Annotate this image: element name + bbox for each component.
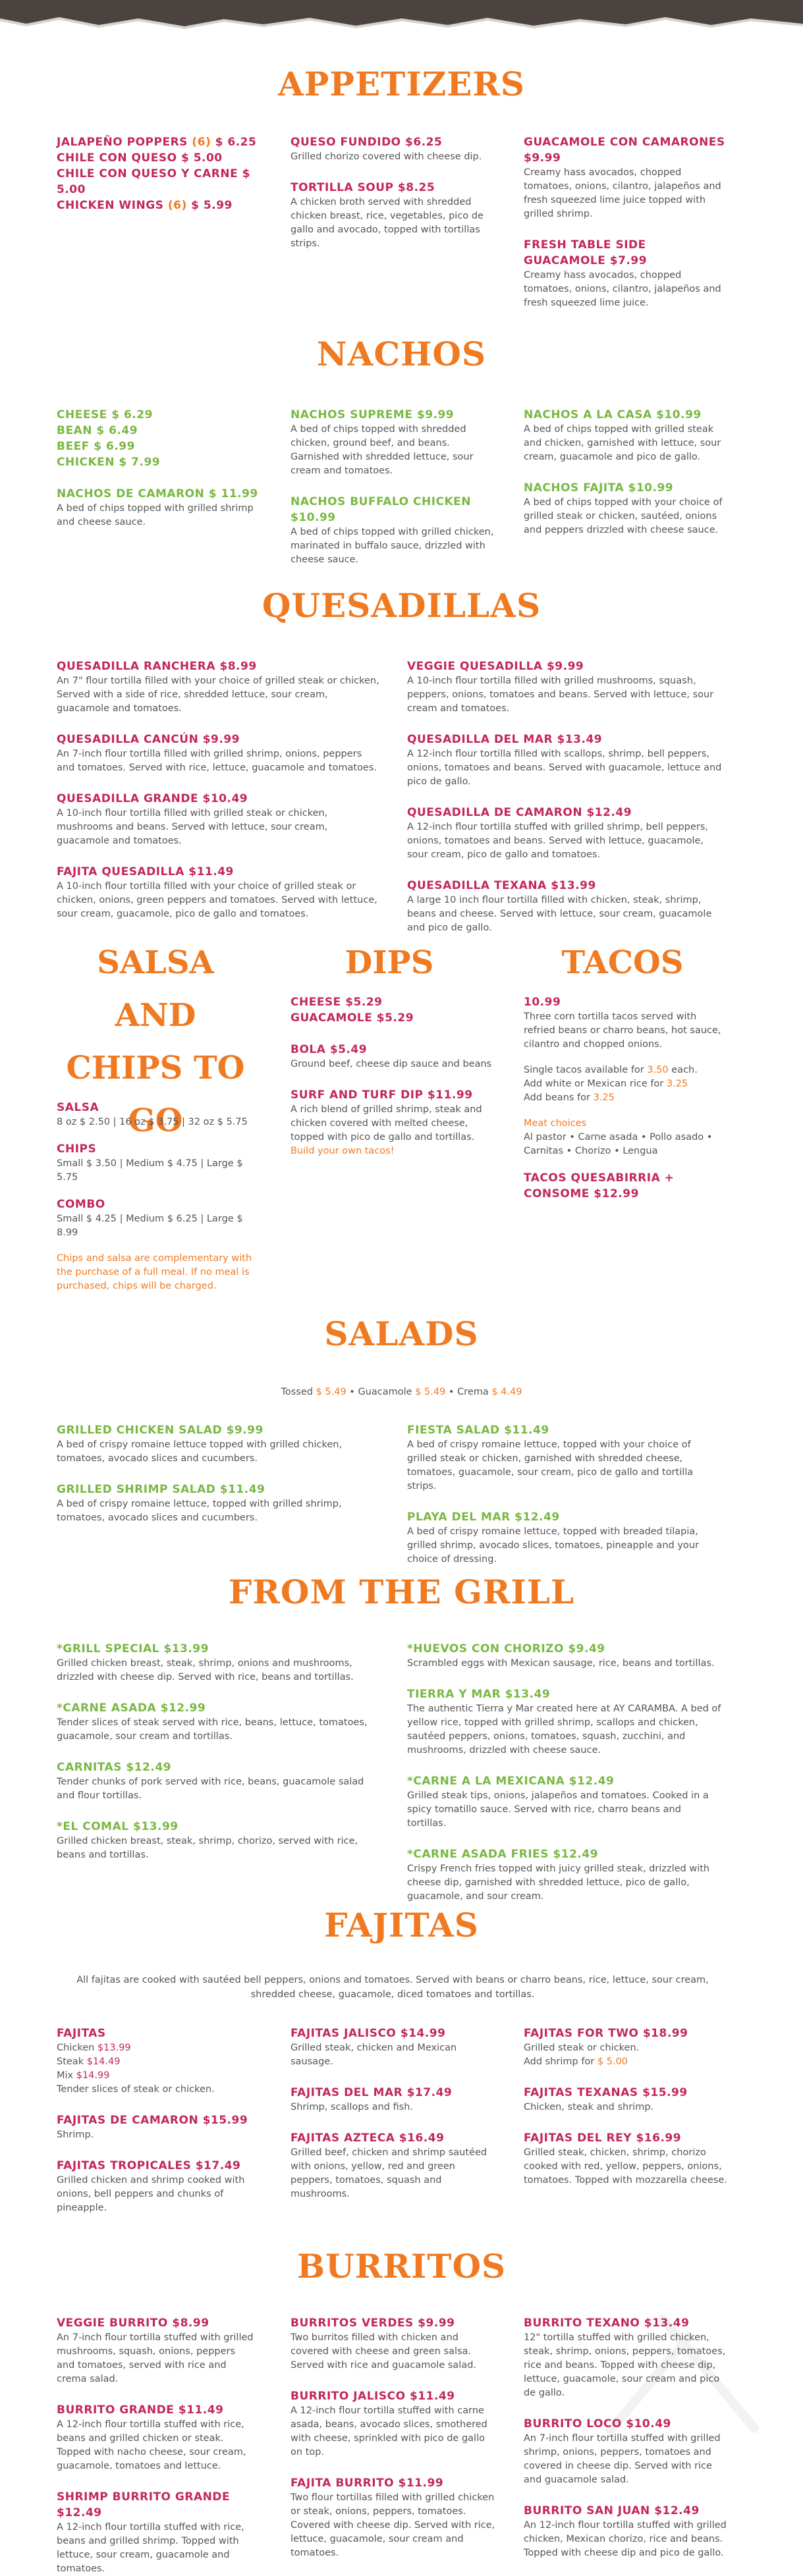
menu-item-desc: A 10-inch flour tortilla filled with your choice of grilled steak or chicken, onions, green peppers and tomatoes. Served with lettuce, sour cream, guacamole, pico de gallo and tomatoes. xyxy=(57,881,377,919)
menu-item xyxy=(57,486,261,529)
salsa-col xyxy=(57,1100,254,1293)
menu-item-name: TORTILLA SOUP $8.25 xyxy=(291,181,435,194)
menu-item xyxy=(291,407,495,478)
menu-item-name: CHICKEN WINGS (6) $ 5.99 xyxy=(57,199,233,212)
menu-item xyxy=(524,2315,728,2400)
menu-item xyxy=(57,732,379,775)
menu-item xyxy=(57,864,379,921)
menu-item-name: BURRITO LOCO $10.49 xyxy=(524,2417,671,2430)
grill-col-1 xyxy=(57,1641,379,1878)
fajitas-col-3 xyxy=(524,2026,728,2203)
menu-item-name: CHICKEN $ 7.99 xyxy=(57,456,161,469)
menu-item xyxy=(407,1686,722,1758)
menu-item-desc: A bed of chips topped with shredded chicken, ground beef, and beans. Garnished with shredded lettuce, sour cream and tomatoes. xyxy=(291,424,474,476)
menu-item-desc: Chicken, steak and shrimp. xyxy=(524,2102,654,2112)
menu-item xyxy=(57,1100,254,1129)
salsa-chips-title: SALSA AND CHIPS TO GO xyxy=(66,944,245,1139)
quesadillas-col-1 xyxy=(57,658,379,937)
menu-item-desc: A bed of chips topped with grilled shrimp and cheese sauce. xyxy=(57,503,254,527)
menu-item xyxy=(57,2489,254,2576)
fajitas-title: FAJITAS xyxy=(324,1906,479,1945)
fajitas-intro: All fajitas are cooked with sautéed bell peppers, onions and tomatoes. Served with beans or charro beans, rice, lettuce, sour cream, shredded cheese, guacamole, diced tomatoes and tortillas. xyxy=(76,1975,709,2000)
menu-item-name: BURRITO JALISCO $11.49 xyxy=(291,2390,455,2403)
menu-item-desc: Small $ 4.25 | Medium $ 6.25 | Large $ 8.99 xyxy=(57,1214,243,1238)
menu-item-desc: Grilled chicken and shrimp cooked with onions, bell peppers and chunks of pineapple. xyxy=(57,2175,245,2213)
menu-item-desc: An 12-inch flour tortilla stuffed with grilled chicken, Mexican chorizo, rice and beans. Topped with cheese dip and pico de gallo. xyxy=(524,2520,727,2558)
menu-item xyxy=(291,180,508,251)
menu-item-desc: Grilled chorizo covered with cheese dip. xyxy=(291,151,482,162)
tacos-desc: Three corn tortilla tacos served with refried beans or charro beans, hot sauce, cilantro and chopped onions. xyxy=(524,1011,721,1050)
menu-item-name: FAJITA QUESADILLA $11.49 xyxy=(57,865,234,878)
menu-item xyxy=(291,134,508,164)
menu-item-desc: Two flour tortillas filled with grilled chicken or steak, onions, peppers, tomatoes. Covered with cheese dip. Served with rice, lettuce, guacamole, sour cream and tomatoes. xyxy=(291,2492,495,2558)
menu-item-desc: Small $ 3.50 | Medium $ 4.75 | Large $ 5.75 xyxy=(57,1158,243,1183)
menu-item xyxy=(524,2503,728,2560)
menu-item-name: BURRITO GRANDE $11.49 xyxy=(57,2403,224,2417)
menu-item-desc: A 12-inch flour tortilla stuffed with rice, beans and grilled chicken or steak. Topped with nacho cheese, sour cream, guacamole, tomatoes and lettuce. xyxy=(57,2419,246,2471)
menu-item-name: *EL COMAL $13.99 xyxy=(57,1820,179,1833)
menu-item-name: CHIPS xyxy=(57,1142,97,1156)
menu-item xyxy=(291,1042,498,1071)
quesadillas-title: QUESADILLAS xyxy=(262,586,541,625)
menu-item-name: FAJITAS FOR TWO $18.99 xyxy=(524,2027,688,2040)
menu-item-desc: Tender slices of steak served with rice, beans, lettuce, tomatoes, guacamole, sour cream and tortillas. xyxy=(57,1717,368,1742)
nachos-col-2 xyxy=(291,407,495,583)
menu-item-desc: An 7" flour tortilla filled with your choice of grilled steak or chicken, Served with a side of rice, shredded lettuce, sour cream, guacamole and tomatoes. xyxy=(57,676,379,714)
menu-item-desc: Grilled steak, chicken, shrimp, chorizo cooked with red, yellow, peppers, onions, tomatoes. Topped with mozzarella cheese. xyxy=(524,2147,727,2186)
menu-item-name: GRILLED CHICKEN SALAD $9.99 xyxy=(57,1424,263,1437)
menu-item-name: PLAYA DEL MAR $12.49 xyxy=(407,1511,560,1524)
menu-item-desc: A large 10 inch flour tortilla filled with chicken, steak, shrimp, beans and cheese. Served with lettuce, sour cream, guacamole and pico de gallo. xyxy=(407,895,712,933)
menu-item xyxy=(407,1422,722,1493)
menu-item xyxy=(291,2315,498,2373)
burritos-col-2 xyxy=(291,2315,498,2576)
menu-item-name: COMBO xyxy=(57,1198,105,1211)
menu-item-name: FAJITAS JALISCO $14.99 xyxy=(291,2027,446,2040)
menu-item-name: CARNITAS $12.49 xyxy=(57,1761,171,1774)
fajita-line-chicken: Chicken $13.99 xyxy=(57,2043,131,2053)
menu-item xyxy=(291,2388,498,2459)
appetizers-col-1 xyxy=(57,134,261,213)
menu-item-desc: A bed of crispy romaine lettuce, topped with breaded tilapia, grilled shrimp, avocado slices, tomatoes, pineapple and your choice of dressing. xyxy=(407,1526,699,1565)
menu-item xyxy=(524,2416,728,2487)
menu-item-desc: A 10-inch flour tortilla filled with grilled steak or chicken, mushrooms and beans. Served with lettuce, sour cream, guacamole and tomatoes. xyxy=(57,808,328,846)
menu-item-desc: Grilled steak, chicken and Mexican sausage. xyxy=(291,2043,457,2067)
menu-item-desc: The authentic Tierra y Mar created here at AY CARAMBA. A bed of yellow rice, topped with grilled shrimp, scallops and chicken, sautéed peppers, onions, tomatoes, squash, zucchini, and mushrooms, drizzled with cheese sauce. xyxy=(407,1704,721,1756)
menu-item-desc: A bed of chips topped with grilled steak and chicken, garnished with lettuce, sour cream, guacamole and pico de gallo. xyxy=(524,424,721,462)
menu-item-desc: Grilled chicken breast, steak, shrimp, onions and mushrooms, drizzled with cheese dip. Served with rice, beans and tortillas. xyxy=(57,1658,354,1682)
menu-item xyxy=(57,1422,360,1466)
menu-item-desc: An 7-inch flour tortilla stuffed with grilled shrimp, onions, peppers, tomatoes and covered in cheese dip. Served with rice and guacamole salad. xyxy=(524,2433,721,2485)
menu-item-desc: 12" tortilla stuffed with grilled chicken, steak, shrimp, onions, peppers, tomatoes, rice and beans. Topped with cheese dip, lettuce, guacamole, sour cream and pico de gallo. xyxy=(524,2332,726,2398)
menu-item-desc: Shrimp. xyxy=(57,2130,94,2140)
menu-item xyxy=(407,1846,722,1904)
menu-item-name: SALSA xyxy=(57,1101,99,1114)
menu-item xyxy=(524,2026,728,2069)
salads-col-1 xyxy=(57,1422,360,1541)
menu-item-desc: Crispy French fries topped with juicy grilled steak, drizzled with cheese dip, garnished with shredded lettuce, pico de gallo, guacamole, and sour cream. xyxy=(407,1864,710,1902)
menu-item xyxy=(57,2112,254,2142)
menu-item-desc: Scrambled eggs with Mexican sausage, rice, beans and tortillas. xyxy=(407,1658,715,1669)
menu-item xyxy=(407,1773,722,1831)
grill-title: FROM THE GRILL xyxy=(228,1572,575,1611)
salads-title: SALADS xyxy=(324,1314,479,1353)
menu-item xyxy=(407,732,722,789)
menu-item xyxy=(524,134,728,221)
menu-item-name: TIERRA Y MAR $13.49 xyxy=(407,1688,551,1701)
menu-item-name: FAJITAS AZTECA $16.49 xyxy=(291,2132,445,2145)
menu-item xyxy=(291,494,495,567)
menu-item-desc: Ground beef, cheese dip sauce and beans xyxy=(291,1059,492,1069)
menu-item-name: FAJITA BURRITO $11.99 xyxy=(291,2477,444,2490)
appetizers-col-3 xyxy=(524,134,728,326)
menu-item-desc: Grilled steak or chicken. xyxy=(524,2043,640,2053)
menu-item xyxy=(57,658,379,716)
menu-item xyxy=(291,2085,498,2114)
menu-item-name: FAJITAS xyxy=(57,2027,106,2040)
menu-item-desc: An 7-inch flour tortilla filled with grilled shrimp, onions, peppers and tomatoes. Served with rice, lettuce, guacamole and tomatoes. xyxy=(57,749,377,773)
dips-col xyxy=(291,994,498,1158)
add-shrimp-line: Add shrimp for $ 5.00 xyxy=(524,2056,628,2067)
menu-item-desc: A 12-inch flour tortilla stuffed with grilled shrimp, bell peppers, onions, tomatoes and beans. Served with lettuce, guacamole, sour cream, pico de gallo and tomatoes. xyxy=(407,822,708,860)
menu-item-name: VEGGIE BURRITO $8.99 xyxy=(57,2317,209,2330)
menu-item-desc: Grilled chicken breast, steak, shrimp, chorizo, served with rice, beans and tortillas. xyxy=(57,1836,358,1860)
nachos-title: NACHOS xyxy=(316,335,487,373)
menu-item-desc: A 10-inch flour tortilla filled with grilled mushrooms, squash, peppers, onions, tomatoes and beans. Served with lettuce, sour cream and tomatoes. xyxy=(407,676,714,714)
menu-item-name: QUESO FUNDIDO $6.25 xyxy=(291,136,443,149)
menu-item-name: GUACAMOLE CON CAMARONES $9.99 xyxy=(524,136,725,165)
menu-item-desc: Tender chunks of pork served with rice, beans, guacamole salad and flour tortillas. xyxy=(57,1777,364,1801)
menu-item-desc: Shrimp, scallops and fish. xyxy=(291,2102,414,2112)
fajita-line-steak: Steak $14.49 xyxy=(57,2056,121,2067)
salads-col-2 xyxy=(407,1422,722,1582)
menu-item xyxy=(524,237,728,310)
menu-item xyxy=(407,878,722,935)
menu-item-name: NACHOS A LA CASA $10.99 xyxy=(524,408,702,421)
fajitas-col-1 xyxy=(57,2026,254,2231)
menu-item xyxy=(57,1482,360,1525)
menu-item-desc: Grilled steak tips, onions, jalapeños and tomatoes. Cooked in a spicy tomatillo sauce. Served with rice, charro beans and tortillas. xyxy=(407,1790,709,1829)
menu-item xyxy=(57,1700,379,1744)
meat-choices: Al pastor • Carne asada • Pollo asado • Carnitas • Chorizo • Lengua xyxy=(524,1132,713,1156)
menu-item xyxy=(57,1196,254,1240)
menu-item xyxy=(57,2026,254,2097)
menu-item xyxy=(524,2085,728,2114)
menu-item xyxy=(291,2475,498,2560)
menu-item-name: FAJITAS TROPICALES $17.49 xyxy=(57,2159,241,2172)
menu-item-name: GUACAMOLE $5.29 xyxy=(291,1011,414,1025)
burritos-title: BURRITOS xyxy=(296,2247,507,2286)
tacos-single-line: Single tacos available for 3.50 each. xyxy=(524,1065,698,1075)
menu-item-desc: A bed of crispy romaine lettuce topped with grilled chicken, tomatoes, avocado slices and cucumbers. xyxy=(57,1439,343,1464)
menu-item-desc: Creamy hass avocados, chopped tomatoes, onions, cilantro, jalapeños and fresh squeezed lime juice topped with grilled shrimp. xyxy=(524,167,721,219)
fajita-line-mix: Mix $14.99 xyxy=(57,2070,110,2081)
menu-item-name: NACHOS DE CAMARON $ 11.99 xyxy=(57,487,258,500)
menu-item xyxy=(407,1509,722,1567)
menu-item-name: JALAPEÑO POPPERS (6) $ 6.25 xyxy=(57,136,257,149)
menu-item-name: CHILE CON QUESO Y CARNE $ 5.00 xyxy=(57,167,250,196)
menu-item-desc: A chicken broth served with shredded chicken breast, rice, vegetables, pico de gallo and avocado, topped with tortillas strips. xyxy=(291,197,484,249)
menu-item xyxy=(524,407,728,464)
fajitas-col-2 xyxy=(291,2026,498,2217)
menu-item-name: SURF AND TURF DIP $11.99 xyxy=(291,1088,473,1102)
menu-item-name: FAJITAS DEL REY $16.99 xyxy=(524,2132,682,2145)
menu-item xyxy=(57,2402,254,2473)
menu-item-name: NACHOS BUFFALO CHICKEN $10.99 xyxy=(291,495,472,524)
menu-item xyxy=(524,480,728,537)
menu-item-name: CHEESE $ 6.29 xyxy=(57,408,153,421)
menu-item-name: QUESADILLA DE CAMARON $12.49 xyxy=(407,806,632,819)
menu-item-name: QUESADILLA CANCÚN $9.99 xyxy=(57,733,240,746)
menu-item-name: VEGGIE QUESADILLA $9.99 xyxy=(407,660,584,673)
menu-item-name: *CARNE ASADA $12.99 xyxy=(57,1702,206,1715)
menu-item-name: QUESADILLA GRANDE $10.49 xyxy=(57,792,248,805)
menu-item xyxy=(291,2026,498,2069)
appetizers-col-2 xyxy=(291,134,508,267)
menu-item xyxy=(407,658,722,716)
menu-item-name: BURRITO SAN JUAN $12.49 xyxy=(524,2504,700,2517)
menu-item-name: BEEF $ 6.99 xyxy=(57,440,135,453)
menu-item-name: BURRITO TEXANO $13.49 xyxy=(524,2317,690,2330)
menu-item-name: *CARNE A LA MEXICANA $12.49 xyxy=(407,1775,615,1788)
menu-item-name: FIESTA SALAD $11.49 xyxy=(407,1424,549,1437)
menu-item-name: FRESH TABLE SIDE GUACAMOLE $7.99 xyxy=(524,238,648,267)
tacos-rice-line: Add white or Mexican rice for 3.25 xyxy=(524,1079,688,1089)
menu-item-name: BURRITOS VERDES $9.99 xyxy=(291,2317,455,2330)
meat-choices-title: Meat choices xyxy=(524,1118,587,1129)
burritos-col-1 xyxy=(57,2315,254,2576)
menu-item xyxy=(291,1087,498,1158)
menu-item-name: BOLA $5.49 xyxy=(291,1043,368,1056)
build-tacos-note: Build your own tacos! xyxy=(291,1146,395,1156)
menu-item-desc: A bed of crispy romaine lettuce, topped with grilled shrimp, tomatoes, avocado slices and cucumbers. xyxy=(57,1499,342,1523)
menu-item-name: SHRIMP BURRITO GRANDE $12.49 xyxy=(57,2490,231,2519)
menu-item-desc: A bed of chips topped with your choice of grilled steak or chicken, sautéed, onions and peppers drizzled with cheese sauce. xyxy=(524,497,723,535)
menu-item xyxy=(291,2130,498,2201)
menu-item-name: FAJITAS DE CAMARON $15.99 xyxy=(57,2114,248,2127)
menu-item-desc: A bed of chips topped with grilled chicken, marinated in buffalo sauce, drizzled with cheese sauce. xyxy=(291,527,494,565)
menu-item xyxy=(57,1141,254,1185)
menu-item-name: FAJITAS DEL MAR $17.49 xyxy=(291,2086,453,2099)
quesadillas-col-2 xyxy=(407,658,722,951)
appetizers-title: APPETIZERS xyxy=(278,65,525,103)
nachos-col-3 xyxy=(524,407,728,553)
menu-item-desc: A 12-inch flour tortilla stuffed with rice, beans and grilled shrimp. Topped with lettuce, sour cream, guacamole and tomatoes. xyxy=(57,2522,244,2574)
menu-item-desc: Creamy hass avocados, chopped tomatoes, onions, cilantro, jalapeños and fresh squeezed lime juice. xyxy=(524,270,721,308)
menu-item-desc: An 7-inch flour tortilla stuffed with grilled mushrooms, squash, onions, peppers and tomatoes, served with rice and crema salad. xyxy=(57,2332,254,2384)
menu-item-desc: A 12-inch flour tortilla stuffed with carne asada, beans, avocado slices, smothered with cheese, sprinkled with pico de gallo on top. xyxy=(291,2405,487,2457)
menu-item-name: FAJITAS TEXANAS $15.99 xyxy=(524,2086,688,2099)
menu-item-name: BEAN $ 6.49 xyxy=(57,424,138,437)
menu-item-name: CHILE CON QUESO $ 5.00 xyxy=(57,151,223,165)
menu-item-desc: A bed of crispy romaine lettuce, topped with your choice of grilled steak or chicken, garnished with shredded cheese, tomatoes, guacamole, sour cream, pico de gallo and tortilla strips. xyxy=(407,1439,694,1491)
nachos-col-1 xyxy=(57,407,261,545)
menu-item-name: *CARNE ASADA FRIES $12.49 xyxy=(407,1848,599,1861)
menu-item-desc: Two burritos filled with chicken and covered with cheese and green salsa. Served with rice and guacamole salad. xyxy=(291,2332,477,2371)
menu-item xyxy=(57,2158,254,2215)
menu-item xyxy=(57,1819,379,1862)
menu-item xyxy=(57,1759,379,1803)
tacos-col xyxy=(524,994,728,1202)
menu-item xyxy=(57,791,379,848)
menu-item-name: QUESADILLA DEL MAR $13.49 xyxy=(407,733,603,746)
grill-col-2 xyxy=(407,1641,722,1919)
salad-sides-line: Tossed $ 5.49 • Guacamole $ 5.49 • Crema $ 4.49 xyxy=(281,1387,522,1397)
menu-item-name: *GRILL SPECIAL $13.99 xyxy=(57,1642,209,1655)
menu-item-desc: Tender slices of steak or chicken. xyxy=(57,2084,215,2095)
menu-item xyxy=(57,2315,254,2386)
menu-item-name: *HUEVOS CON CHORIZO $9.49 xyxy=(407,1642,605,1655)
menu-item-name: TACOS QUESABIRRIA + CONSOME $12.99 xyxy=(524,1171,675,1200)
tacos-title: TACOS xyxy=(561,944,684,981)
menu-item-desc: Grilled beef, chicken and shrimp sautéed with onions, yellow, red and green peppers, tomatoes, squash and mushrooms. xyxy=(291,2147,487,2199)
menu-item-desc: A rich blend of grilled shrimp, steak and chicken covered with melted cheese, topped with pico de gallo and tortillas. xyxy=(291,1104,482,1142)
menu-item-name: NACHOS SUPREME $9.99 xyxy=(291,408,455,421)
menu-item xyxy=(524,2130,728,2187)
menu-item-name: NACHOS FAJITA $10.99 xyxy=(524,481,674,495)
chips-note: Chips and salsa are complementary with the purchase of a full meal. If no meal is purchased, chips will be charged. xyxy=(57,1253,252,1291)
menu-item xyxy=(57,1641,379,1684)
menu-item-desc: 8 oz $ 2.50 | 16 oz $ 3.75 | 32 oz $ 5.75 xyxy=(57,1117,248,1127)
burritos-col-3 xyxy=(524,2315,728,2576)
dips-title: DIPS xyxy=(345,944,434,981)
tacos-price: 10.99 xyxy=(524,996,561,1009)
tacos-beans-line: Add beans for 3.25 xyxy=(524,1092,615,1103)
menu-item-name: QUESADILLA TEXANA $13.99 xyxy=(407,879,596,892)
menu-item-name: CHEESE $5.29 xyxy=(291,996,383,1009)
menu-item-desc: A 12-inch flour tortilla filled with scallops, shrimp, bell peppers, onions, tomatoes and beans. Served with guacamole, lettuce and pico de gallo. xyxy=(407,749,722,787)
menu-item xyxy=(407,1641,722,1671)
menu-item xyxy=(407,805,722,862)
menu-item-name: GRILLED SHRIMP SALAD $11.49 xyxy=(57,1483,265,1496)
menu-item-name: QUESADILLA RANCHERA $8.99 xyxy=(57,660,257,673)
